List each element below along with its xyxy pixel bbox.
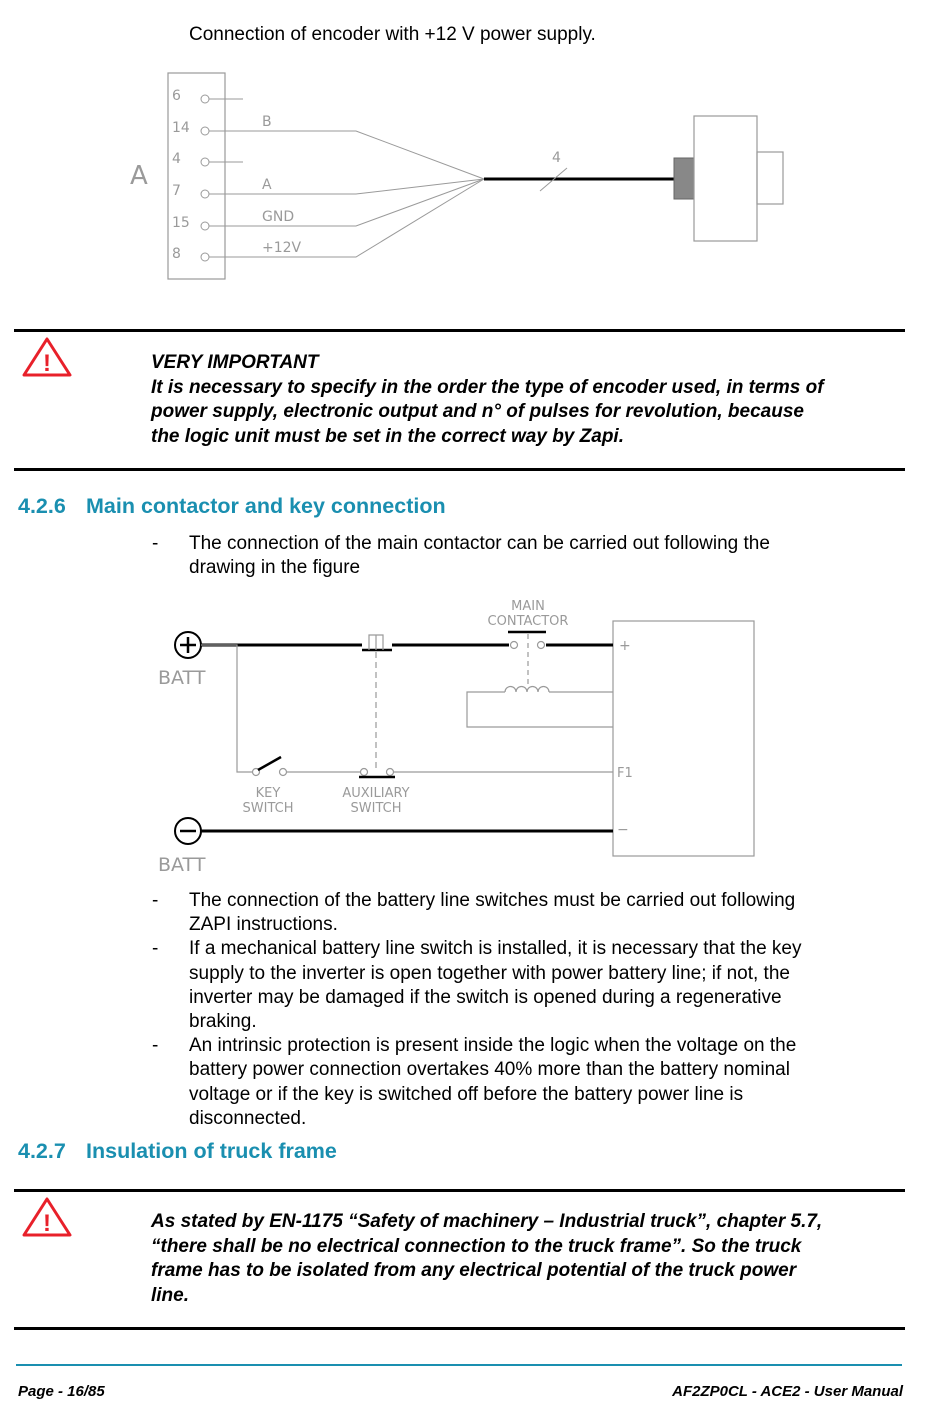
warning-line: “there shall be no electrical connection to the truck frame”. So the truck xyxy=(151,1235,802,1257)
pin-rows xyxy=(172,88,243,262)
connector-label: A xyxy=(130,161,148,191)
section-number: 4.2.6 xyxy=(18,494,66,518)
pin-label: 15 xyxy=(172,215,190,231)
battery-label: BATT xyxy=(158,854,206,876)
wire-label: B xyxy=(262,114,272,130)
list-item: - The connection of the battery line switches must be carried out following ZAPI instructions. xyxy=(152,890,796,936)
pin-label: 4 xyxy=(172,151,181,167)
pin-label: 14 xyxy=(172,120,190,136)
section-number: 4.2.7 xyxy=(18,1139,66,1163)
warning-top-rule xyxy=(14,329,905,332)
warning-important xyxy=(151,351,901,449)
svg-text:!: ! xyxy=(43,350,51,377)
pin-label: 8 xyxy=(172,246,181,262)
warning-line: As stated by EN-1175 “Safety of machinery – Industrial truck”, chapter 5.7, xyxy=(151,1211,823,1232)
warning-line: It is necessary to specify in the order the type of encoder used, in terms of xyxy=(151,376,824,398)
key-switch-label: KEY xyxy=(255,786,281,801)
wire-label: A xyxy=(262,177,272,193)
contactor-diagram xyxy=(0,590,950,880)
document-title: AF2ZP0CL - ACE2 - User Manual xyxy=(672,1383,903,1400)
svg-text:!: ! xyxy=(43,1210,51,1237)
warning-bottom-rule xyxy=(14,1327,905,1330)
terminal-label: + xyxy=(619,638,631,654)
bullet-list-1 xyxy=(150,532,880,580)
cable-count: 4 xyxy=(552,150,561,166)
warning-line: the logic unit must be set in the correct way by Zapi. xyxy=(151,425,624,447)
aux-switch-label: AUXILIARY xyxy=(342,786,410,801)
auxiliary-switch xyxy=(361,769,368,776)
warning-frame-insulation xyxy=(151,1210,901,1308)
key-switch-label: SWITCH xyxy=(242,801,294,816)
encoder-body xyxy=(694,116,757,241)
section-title: Insulation of truck frame xyxy=(86,1139,337,1163)
warning-bottom-rule xyxy=(14,468,905,471)
section-heading-4-2-6 xyxy=(18,494,446,519)
encoder-shaft xyxy=(757,152,783,204)
warning-triangle-icon xyxy=(22,1196,72,1238)
terminal-label: − xyxy=(617,822,629,838)
pin-label: 7 xyxy=(172,183,181,199)
warning-line: line. xyxy=(151,1284,190,1306)
main-contactor-label: CONTACTOR xyxy=(487,614,569,629)
list-item: - An intrinsic protection is present inside the logic when the voltage on the battery power connection overtakes 40% more than the battery nominal voltage or if the key is switched off before the battery power line is disconnected. xyxy=(152,1035,797,1129)
warning-line: power supply, electronic output and n° of pulses for revolution, because xyxy=(151,401,804,422)
warning-triangle-icon xyxy=(22,336,72,378)
wire-label: +12V xyxy=(262,240,302,256)
pin-label: 6 xyxy=(172,88,181,104)
diagram-caption: Connection of encoder with +12 V power supply. xyxy=(189,24,596,45)
encoder-diagram xyxy=(0,0,950,300)
terminal-label: F1 xyxy=(617,766,633,781)
section-title: Main contactor and key connection xyxy=(86,494,446,518)
warning-line: frame has to be isolated from any electrical potential of the truck power xyxy=(151,1260,797,1281)
page-number: Page - 16/85 xyxy=(18,1383,105,1400)
encoder-gland xyxy=(674,158,694,199)
aux-switch-label: SWITCH xyxy=(350,801,402,816)
main-contactor-label: MAIN xyxy=(511,599,545,614)
footer-rule xyxy=(16,1364,902,1366)
section-heading-4-2-7 xyxy=(18,1139,337,1164)
wires xyxy=(209,131,484,257)
list-item: - If a mechanical battery line switch is installed, it is necessary that the key supply to the inverter is open together with power battery line; if not, the inverter may be damaged if the switch is opened during a regenerative braking. xyxy=(152,938,802,1033)
battery-label: BATT xyxy=(158,667,206,689)
warning-title: VERY IMPORTANT xyxy=(151,352,319,373)
coil xyxy=(505,687,549,693)
wire-label: GND xyxy=(262,209,295,225)
warning-top-rule xyxy=(14,1189,905,1192)
list-item: - The connection of the main contactor can be carried out following the drawing in the figure xyxy=(152,533,770,579)
controller-box xyxy=(613,621,754,856)
bullet-list-2 xyxy=(150,889,880,1131)
